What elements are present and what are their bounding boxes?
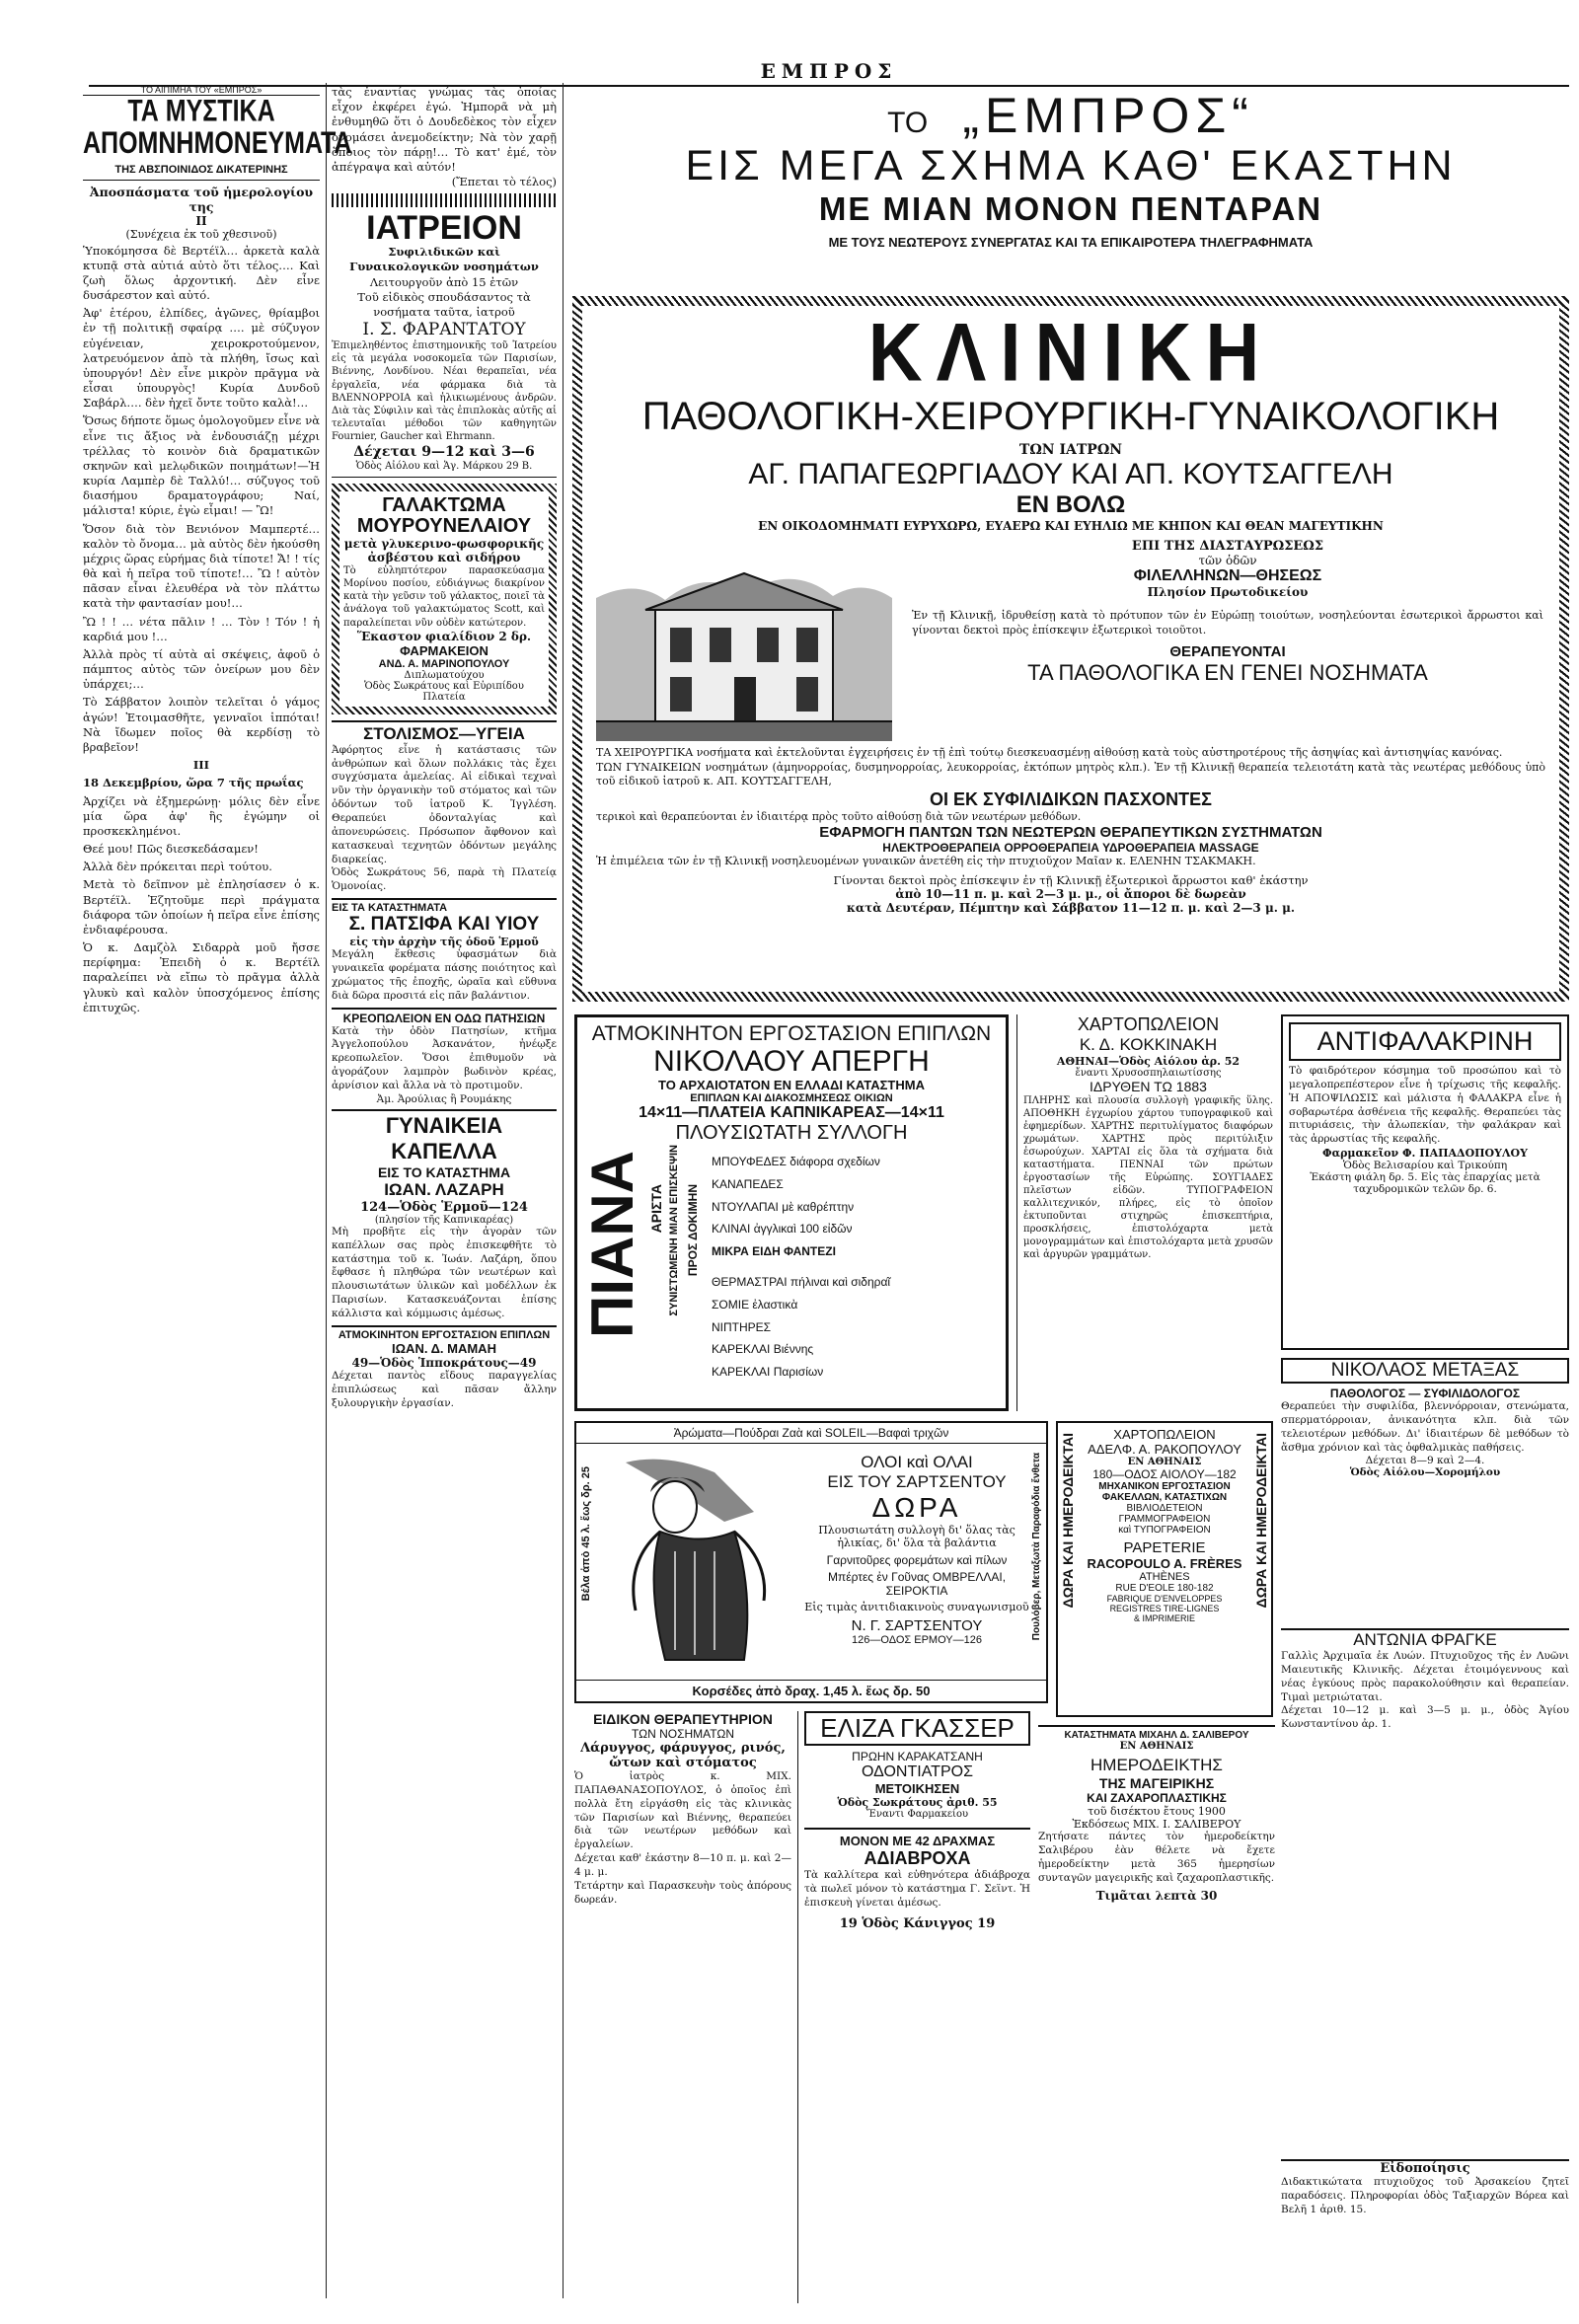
kliniki-location [912,539,1543,686]
kliniki-head: ΟΙ ΕΚ ΣΥΦΙΛΙΔΙΚΩΝ ΠΑΣΧΟΝΤΕΣ [930,788,1212,809]
ad-title: ΧΑΡΤΟΠΩΛΕΙΟΝ [1113,1427,1216,1442]
corset-illustration [606,1453,793,1670]
kliniki-ton: ΤΩΝ ΙΑΤΡΩΝ [1018,442,1123,458]
ad-address: Ὁδὸς Σωκράτους καὶ Εὐριπίδου Πλατεία [364,680,524,703]
ad-collection: ΠΛΟΥΣΙΩΤΑΤΗ ΣΥΛΛΟΓΗ [675,1122,908,1145]
ad-owner-sub: Διπλωματούχου [404,669,485,681]
ad-line: ΓΡΑΜΜΟΓΡΑΦΕΙΟΝ [1118,1514,1211,1525]
empros-banner [572,87,1569,306]
ad-metaxas [1281,1358,1569,1624]
ad-name: ΑΔΕΛΦ. Α. ΡΑΚΟΠΟΥΛΟΥ [1088,1442,1241,1457]
ad-item: Εἰς τιμὰς ἀνιτιδιακινοὺς συναγωνισμοῦ [804,1601,1029,1613]
ad-title: ΕΛΙΖΑ ΓΚΑΣΣΕΡ [804,1711,1030,1746]
feuilleton-kicker: ΤΟ ΑΙΠΙΜΗΑ ΤΟΥ «ΕΜΠΡΟΣ» [83,85,320,96]
ad-subtitle: ΕΠΙΠΛΩΝ ΚΑΙ ΔΙΑΚΟΣΜΗΣΕΩΣ ΟΙΚΙΩΝ [690,1092,893,1105]
kliniki-head: ΗΛΕΚΤΡΟΘΕΡΑΠΕΙΑ ΟΡΡΟΘΕΡΑΠΕΙΑ ΥΔΡΟΘΕΡΑΠΕΙΑ MASSAGE [882,841,1259,856]
ad-ergostasion-mamai [332,1325,557,1411]
ad-apergi [574,1014,1009,1411]
woman-in-corset-icon [606,1453,793,1670]
list-item: ΝΙΠΤΗΡΕΣ [712,1319,772,1334]
ad-subtitle: μετὰ γλυκερινο-φωσφορικῆς ἀσβέστου καὶ σιδήρου [343,536,545,564]
ad-note: Ἔναντι Φαρμακείου [865,1809,969,1820]
paragraph: Ὅσως δήποτε ὅμως ὁμολογοῦμεν εἶνε νὰ εἶνε τις ἄξιος νὰ ἐνδουσιάζῃ μέχρι τρέλλας τὸ κοινὸν διὰ δραματικῶν σκηνῶν καὶ μελῳδικῶν ποιημάτων!—Ἡ κυρία Λαμπὲρ δὲ Ταλλύ!… σύζυγος τοῦ διασήμου δραματογράφου; Ναί, μάλιστα! κύριε, ἐγὼ εἶμαι! — Ὢ! [83,413,320,518]
ad-name: ΙΩΑΝ. Δ. ΜΑΜΑΗ [392,1340,496,1356]
ad-name: ΙΩΑΝ. ΛΑΖΑΡΗ [384,1179,504,1199]
ad-line: ΜΗΧΑΝΙΚΟΝ ΕΡΓΟΣΤΑΣΙΟΝ [1098,1481,1231,1492]
kliniki-hours: ἀπὸ 10—11 π. μ. καὶ 2—3 μ. μ., οἱ ἄποροι δὲ δωρεὰν [895,886,1246,901]
ad-note: ἔναντι Χρυσοσπηλαιωτίσσης [1075,1068,1222,1079]
ad-heading: ΤΗΣ ΜΑΓΕΙΡΙΚΗΣ [1098,1775,1215,1791]
ad-title: ΕΙΔΙΚΟΝ ΘΕΡΑΠΕΥΤΗΡΙΟΝ [593,1711,773,1727]
ad-seller: Φαρμακεῖον Φ. ΠΑΠΑΔΟΠΟΥΛΟΥ [1322,1147,1528,1161]
ad-city: ΕΝ ΑΘΗΝΑΙΣ [1127,1457,1202,1467]
ad-body: Μεγάλη ἔκθεσις ὑφασμάτων διὰ γυναικεῖα φορέματα πάσης ποιότητος καὶ χρώματος τῆς ἐποχῆς, ὡραῖα καὶ εὔθυνα διὰ δῶρα προσιτά εἰς πᾶν βαλάντιον. [332,948,557,1002]
piana-label4: ΠΡΟΣ ΔΟΚΙΜΗΝ [686,1184,700,1277]
ad-subtitle: ΤΟ ΑΡΧΑΙΟΤΑΤΟΝ ΕΝ ΕΛΛΑΔΙ ΚΑΤΑΣΤΗΜΑ [658,1078,925,1093]
ad-founded: ΙΔΡΥΘΕΝ ΤΩ 1883 [1090,1079,1207,1094]
paragraph: Ἀρχίζει νὰ ἐξημερώνῃ· μόλις δὲν εἶνε μία ὥρα ἀφ' ἣς ἐγώμην οἱ προσκεκλημένοι. [83,793,320,838]
ad-title: ΚΑΤΑΣΤΗΜΑΤΑ ΜΙΧΑΗΛ Δ. ΣΑΛΙΒΕΡΟΥ [1064,1730,1249,1741]
ad-rakopoulou [1056,1421,1273,1717]
ad-name: ΝΙΚΟΛΑΟΥ ΑΠΕΡΓΗ [653,1045,930,1079]
ad-stolismos [332,720,557,894]
ad-kicker: ΕΙΣ ΤΟ ΚΑΤΑΣΤΗΜΑ [377,1163,511,1180]
ad-subtitle: ΠΡΩΗΝ ΚΑΡΑΚΑΤΣΑΝΗ [852,1750,983,1763]
list-item: ΜΙΚΡΑ ΕΙΔΗ ΦΑΝΤΕΖΙ [712,1244,836,1259]
ad-eidopoiisis [1281,2159,1569,2299]
piana-label3: ΣΥΝΙΣΤΩΜΕΝΗ ΜΙΑΝ ΕΠΙΣΚΕΨΙΝ [668,1145,680,1316]
ad-fr: FABRIQUE D'ENVELOPPES [1106,1594,1223,1604]
paragraph: Θεέ μου! Πῶς διεσκεδάσαμεν! [83,842,259,857]
ad-owner: Ἀμ. Ἀρούλιας ἢ Ρουμάκης [376,1092,512,1105]
ad-fr: RUE D'EOLE 180-182 [1115,1583,1214,1594]
ad-body: Ζητήσατε πάντες τὸν ἡμεροδείκτην Σαλιβέρου ἐὰν θέλετε νὰ ἔχετε ἡμεροδείκτην μετὰ 365 ἡμερησίων συνταγῶν μαγειρικῆς καὶ ζαχαροπλαστικῆς. [1038,1831,1275,1884]
list-item: ΝΤΟΥΛΑΠΑΙ μὲ καθρέπτην [712,1199,855,1214]
kliniki-doctors: ΑΓ. ΠΑΠΑΓΕΩΡΓΙΑΔΟΥ ΚΑΙ ΑΠ. ΚΟΥΤΣΑΓΓΕΛΗ [748,458,1393,490]
paragraph: Τὸ Σάββατον λοιπὸν τελεῖται ὁ γάμος ἀγών! Ἑτοιμασθῆτε, γενναῖοι ἰππόται! Νὰ ἴδωμεν ποῖος θὰ κερδίσῃ τὸ βραβεῖον! [83,695,320,754]
ad-price: ΑΔΙΑΒΡΟΧΑ [864,1848,971,1868]
feuilleton-title: ΤΑ ΜΥΣΤΙΚΑ ΑΠΟΜΝΗΜΟΝΕΥΜΑΤΑ [83,94,352,161]
ad-year: τοῦ δισέκτου ἔτους 1900 [1088,1805,1226,1818]
ad-price: Ἑκάστη φιάλη δρ. 5. Εἰς τὰς ἐπαρχίας μετὰ ταχυδρομικῶν τελῶν δρ. 6. [1310,1171,1541,1196]
kliniki-body: ΤΩΝ ΓΥΝΑΙΚΕΙΩΝ νοσημάτων (ἀμηνορροίας, δυσμηνορροίας, λευκορροίας, ἐκτόπων μητρὸς κλπ.). Ἐν τῇ Κλινικῇ θεραπεία τελειοτάτη κατὰ τὰς νεωτέρας μεθόδους ὑπὸ τοῦ εἰδικοῦ ἰατροῦ κ. ΑΠ. ΚΟΥΤΣΑΓΓΕΛΗ, [596,760,1545,788]
ad-fr: ATHÈNES [1139,1571,1190,1583]
piana-label: ΠΙΑΝΑ [579,1151,645,1339]
ad-body: Μὴ προβῆτε εἰς τὴν ἀγορὰν τῶν καπέλλων σας πρὸς ἐπισκεφθῆτε τὸ κατάστημα τοῦ κ. Ἰωάν. Λαζάρη, ὅπου ἔφθασε ἡ πληθώρα τῶν νεωτέρων καὶ πλουσιωτάτων ὑλικῶν καὶ μοδέλλων ἐκ Παρισίων. Κατασκευάζονται ἐπίσης κάλλιστα καὶ κόμμωσις ἀμέσως. [332,1225,557,1320]
ad-title: Εἰδοποίησις [1380,2161,1470,2176]
ad-pharmacy: ΦΑΡΜΑΚΕΙΟΝ [400,642,489,658]
ad-title: ΓΥΝΑΙΚΕΙΑ ΚΑΠΕΛΛΑ [385,1112,503,1163]
ad-gkasser [797,1711,1030,2303]
ad-kapella [332,1109,557,1321]
side-text: Πουλόβερ, Μεταξωτὰ Παραφόδια ἔνθετα [1031,1453,1042,1641]
ad-footer: 19 Ὁδὸς Κάνιγγος 19 [839,1915,996,1931]
ad-fr: PAPETERIE [1123,1539,1206,1556]
list-item: ΚΛΙΝΑΙ ἀγγλικαὶ 100 εἰδῶν [712,1222,853,1237]
kliniki-mid [596,539,1545,746]
corset-text [803,1453,1030,1646]
ad-name: ΑΝΤΩΝΙΑ ΦΡΑΓΚΕ [1353,1630,1497,1649]
ad-price: ΜΟΝΟΝ ΜΕ 42 ΔΡΑΧΜΑΣ [804,1828,1030,1848]
kliniki-city: ΕΝ ΒΟΛΩ [1015,491,1126,518]
ad-fragke [1281,1628,1569,1768]
dateline: 18 Δεκεμβρίου, ὥρα 7 τῆς πρωΐας [83,776,304,790]
banner-line2: ΜΕ ΜΙΑΝ ΜΟΝΟΝ ΠΕΝΤΑΡΑΝ [818,190,1323,228]
location-line: ΦΙΛΕΛΛΗΝΩΝ—ΘΗΣΕΩΣ [1133,567,1322,584]
kliniki-head: ΕΦΑΡΜΟΓΗ ΠΑΝΤΩΝ ΤΩΝ ΝΕΩΤΕΡΩΝ ΘΕΡΑΠΕΥΤΙΚΩΝ ΣΥΣΤΗΜΑΤΩΝ [819,824,1322,842]
ad-address: 126—ΟΔΟΣ ΕΡΜΟΥ—126 [852,1634,982,1646]
piana-label2: ΑΡΙΣΤΑ [648,1184,664,1234]
list-item: ΣΟΜΙΕ ἐλαστικὰ [712,1297,798,1312]
list-item: ΚΑΝΑΠΕΔΕΣ [712,1176,784,1191]
ad-fr: RACOPOULO A. FRÈRES [1087,1556,1242,1571]
kliniki-building: ΕΝ ΟΙΚΟΔΟΜΗΜΑΤΙ ΕΥΡΥΧΩΡΩ, ΕΥΑΕΡΩ ΚΑΙ ΕΥΗΛΙΩ ΜΕ ΚΗΠΟΝ ΚΑΙ ΘΕΑΝ ΜΑΓΕΥΤΙΚΗΝ [758,519,1384,533]
ad-name: Κ. Δ. ΚΟΚΚΙΝΑΚΗ [1079,1035,1218,1054]
list-item: ΚΑΡΕΚΛΑΙ Παρισίων [712,1365,824,1380]
kliniki-intro: Ἐν τῇ Κλινικῇ, ἱδρυθείσῃ κατὰ τὸ πρότυπον τῶν ἐν Εὐρώπῃ τοιούτων, νοσηλεύονται ἐσωτερικοὶ ἄρρωστοι καὶ γίνονται δεκτοὶ πρὸς ἐπίσκεψιν ἐξωτερικοὶ τοιοῦτοι. [912,609,1543,637]
list-item: ΘΕΡΜΑΣΤΡΑΙ πήλιναι καὶ σιδηραῖ [712,1275,891,1290]
ad-body: Διδακτικώτατα πτυχιοῦχος τοῦ Ἀρσακείου ζητεῖ παραδόσεις. Πληροφορίαι ὁδὸς Ταξιαρχῶν Βόρεα καὶ Βελῆ 1 ἀριθ. 15. [1281,2176,1569,2215]
ad-body: Κατὰ τὴν ὁδὸν Πατησίων, κτῆμα Ἀγγελοπούλου Ἀσκανάτον, ἠνέῳξε κρεοπωλεῖον. Ὅσοι ἐπιθυμοῦν νὰ ἀγοράζουν λαμπρὸν βωδινὸν κρέας, ἀρνίσιον καὶ ἄλλα νὰ τὸ προτιμοῦν. [332,1024,557,1092]
ads-column-2 [332,85,557,2305]
kliniki-subtitle: ΠΑΘΟΛΟΓΙΚΗ-ΧΕΙΡΟΥΡΓΙΚΗ-ΓΥΝΑΙΚΟΛΟΓΙΚΗ [641,395,1500,438]
ad-kliniki [572,296,1569,1002]
ad-subtitle: Συφιλιδικῶν καὶ Γυναικολογικῶν νοσημάτων [349,245,539,274]
ad-subtitle: ΤΩΝ ΝΟΣΗΜΑΤΩΝ [631,1727,735,1741]
ad-title: ΙΑΤΡΕΙΟΝ [366,209,522,248]
ad-body: Ἐπιμεληθέντος ἐπιστημονικῆς τοῦ Ἰατρείου εἰς τὰ μεγάλα νοσοκομεῖα τῶν Παρισίων, Βιέννης, Λονδίνου. Νέαι θεραπεῖαι, νέα ἐργαλεῖα, νέα φάρμακα διὰ τὰ ΒΛΕΝΝΟΡΡΟΙΑ καὶ ἡλικιωμένους ἀνδρῶν. Διὰ τὰς Σύφιλιν καὶ τὰς ἐπιπλοκὰς αὐτῆς αἱ τελευταῖαι μέθοδοι τῶν καθηγητῶν Fournier, Gaucher καὶ Ehrmann. [332,340,557,443]
paragraph: Ἀλλὰ πρὸς τί αὐτὰ αἱ σκέψεις, ἀφοῦ ὁ πάμπτος αὐτὸς τῶν ὀνείρων μου δὲν ὑπάρχει;… [83,646,320,692]
list-item: ΚΑΡΕΚΛΑΙ Βιέννης [712,1342,814,1357]
ad-title: ΑΤΜΟΚΙΝΗΤΟΝ ΕΡΓΟΣΤΑΣΙΟΝ ΕΠΙΠΛΩΝ [591,1022,992,1045]
ad-kokkinaki [1016,1014,1273,1411]
kliniki-hours: Γίνονται δεκτοὶ πρὸς ἐπίσκεψιν ἐν τῇ Κλινικῇ ἐξωτερικοὶ ἄρρωστοι καθ' ἑκάστην [833,872,1309,887]
feuilleton-part: ΙΙ [195,213,207,228]
feuilleton-part: ΙΙΙ [192,758,210,773]
ad-title: ΣΤΟΛΙΣΜΟΣ—ΥΓΕΙΑ [363,723,525,743]
ad-heading: ΚΑΙ ΖΑΧΑΡΟΠΛΑΣΤΙΚΗΣ [1087,1791,1227,1805]
ad-kreopoleion [332,1008,557,1105]
ad-list: Λάρυγγος, φάρυγγος, ρινός, ὤτων καὶ στόματος [580,1741,786,1770]
location-line: τῶν ὁδῶν [1198,554,1257,567]
feuilleton-continuation: (Συνέχεια ἐκ τοῦ χθεσινοῦ) [125,227,277,241]
ad-line: καὶ ΤΥΠΟΓΡΑΦΕΙΟΝ [1118,1525,1211,1536]
kliniki-title: ΚΛΙΝΙΚΗ [867,306,1274,400]
ad-title: ΑΝΤΙΦΑΛΑΚΡΙΝΗ [1289,1022,1561,1061]
masthead: ΕΜΠΡΟΣ [89,59,1569,87]
kliniki-head: ΤΑ ΠΑΘΟΛΟΓΙΚΑ ΕΝ ΓΕΝΕΙ ΝΟΣΗΜΑΤΑ [1027,660,1428,686]
ad-sartsentou [574,1421,1048,1703]
paragraph: Ὅσον διὰ τὸν Βενιόνον Μαμπερτέ… καλὸν τὸ ὄνομα… μὰ αὐτὸς δὲν ἠκούσθη μέχρις ὥρας εὐρήμας διὰ τίποτε! Ἄ! ! τίς θὰ καὶ ἡ πεῖρα τοῦ τίποτε!… Ὢ ! αὐτὸν πᾶσαν εἶναι ἐλευθέρα νὰ τὸν πλάττω κατὰ τὴν φαντασίαν μου!… [83,521,320,611]
ad-hours: Δέχεται καθ' ἑκάστην 8—10 π. μ. καὶ 2—4 μ. μ. [574,1852,791,1879]
ad-note: (πλησίον τῆς Καπνικαρέας) [374,1214,514,1226]
ad-hours: Δέχεται 10—12 μ. καὶ 3—5 μ. μ., ὁδὸς Ἀγίου Κωνσταντίνου ἀρ. 1. [1281,1704,1569,1731]
ad-title: ΠΑΘΟΛΟΓΟΣ — ΣΥΦΙΛΙΔΟΛΟΓΟΣ [1329,1387,1521,1400]
ad-address: Ὁδὸς Βελισαρίου καὶ Τρικούπη [1342,1160,1508,1172]
list-item: ΜΠΟΥΦΕΔΕΣ διάφορα σχεδίων [712,1155,880,1169]
kliniki-hours: κατὰ Δευτέραν, Πέμπτην καὶ Σάββατον 11—12 π. μ. καὶ 2—3 μ. μ. [846,900,1296,915]
ad-name: ΝΙΚΟΛΑΟΣ ΜΕΤΑΞΑΣ [1281,1358,1569,1384]
paragraph: Ὁ κ. Δαμζὸλ Σιδαρρὰ μοῦ ἤσσε περίφημα: Ἐπειδὴ ὁ κ. Βερτέϊλ παραλείπει νὰ εἴπω τὸ πρᾶγμα ἀλλὰ γλυκὺ καὶ καλὸν ὑποσχόμενος ἐπίσης ἐπιτυχῶς. [83,940,320,1014]
ad-address: ΑΘΗΝΑΙ—Ὁδὸς Αἰόλου ἀρ. 52 [1056,1055,1241,1068]
clinic-building-icon [596,539,892,741]
ad-bottom: Κορσέδες ἀπὸ δραχ. 1,45 λ. ἕως δρ. 50 [576,1680,1046,1701]
paragraph: τὰς ἐναντίας γνώμας τὰς ὁποίας εἶχον ἐκφέρει ἐγώ. Ἠμπορᾶ νὰ μὴ ἐνθυμηθῶ ὅτι ὁ Δουδεδὲκος τὸν εἶχεν ὀνομάσει ἀνεμοδείκτην; Νὰ τὸν χαρῇ ὅποιος τὸν πάρῃ!… Τὸ κατ' ἐμέ, τὸν ἀπέγραψα καὶ αὐτόν! [332,85,557,174]
ad-item: Μπέρτες ἐν Γοῦνας ΟΜΒΡΕΛΛΑΙ, ΣΕΙΡΟΚΤΙΑ [827,1570,1007,1598]
ad-hours: Δέχεται 9—12 καὶ 3—6 [353,443,535,460]
banner-title-row [572,87,1569,144]
ad-body: Γαλλὶς Ἀρχιμαῖα ἐκ Λυών. Πτυχιοῦχος τῆς ἐν Λυῶνι Μαιευτικῆς Κλινικῆς. Δέχεται ἐτοιμόγεννους καὶ νέας ἐγκύους πρὸς παρακολούθησιν καὶ θεραπείαν. Τιμαὶ μετριώταται. [1281,1650,1569,1703]
ad-iatreion [332,211,557,478]
ad-line: ΦΑΚΕΛΛΩΝ, ΚΑΤΑΣΤΙΧΩΝ [1101,1492,1228,1503]
ad-antifalakrini [1281,1014,1569,1350]
ad-address: Ὁδὸς Αἰόλου καὶ Ἁγ. Μάρκου 29 Β. [355,460,533,472]
ad-role: ΟΔΟΝΤΙΑΤΡΟΣ [862,1763,973,1780]
ad-subtitle: εἰς τὴν ἀρχὴν τῆς ὁδοῦ Ἑρμοῦ [349,936,539,949]
side-text: Βέλα ἀπὸ 45 λ. ἕως δρ. 25 [580,1466,592,1602]
paragraph: Μετὰ τὸ δεῖπνον μὲ ἐπλησίασεν ὁ κ. Βερτέϊλ. Ἐζητοῦμε περὶ πράγματα διάφορα τῶν ὁποίων ἡ πεῖρα εἶνε ἐπίσης ἐνδιαφέρουσα. [83,877,320,937]
ad-body: Τὰ καλλίτερα καὶ εὐθηνότερα ἀδιάβροχα τὰ πωλεῖ μόνον τὸ κατάστημα Γ. Σεϊντ. Ἡ ἐπισκευὴ γίνεται ἀμέσως. [804,1869,1030,1909]
ad-fr: REGISTRES TIRE-LIGNES [1109,1604,1220,1613]
paragraph: Ὢ ! ! … νέτα πᾶλιν ! … Τὸν ! Τόν ! ἡ καρδιά μου !… [83,614,320,643]
banner-line1: ΕΙΣ ΜΕΓΑ ΣΧΗΜΑ ΚΑΘ' ΕΚΑΣΤΗΝ [685,142,1457,189]
ornament-band [332,193,557,207]
ad-threpeftirion [574,1711,791,2303]
ad-publisher: Ἐκδόσεως ΜΙΧ. Ι. ΣΑΛΙΒΕΡΟΥ [1072,1818,1241,1831]
ad-title: Σ. ΠΑΤΣΙΦΑ ΚΑΙ ΥΙΟΥ [348,914,540,936]
ad-title: ΚΡΕΟΠΩΛΕΙΟΝ ΕΝ ΟΔΩ ΠΑΤΗΣΙΩΝ [342,1011,546,1025]
ad-address: Ὁδὸς Σωκράτους 56, παρὰ τὴ Πλατείᾳ Ὁμονοίας. [332,866,557,893]
banner-name: „ΕΜΠΡΟΣ“ [962,88,1254,143]
side-text: ΔΩΡΑ ΚΑΙ ΗΜΕΡΟΔΕΙΚΤΑΙ [1060,1433,1076,1609]
banner-the: ΤΟ [887,107,929,139]
ad-title: ΓΑΛΑΚΤΩΜΑ [382,493,506,516]
ad-price: Τιμᾶται λεπτὰ 30 [1095,1889,1218,1904]
ad-address: 124—Ὁδὸς Ἑρμοῦ—124 [360,1199,528,1215]
ad-title: ΧΑΡΤΟΠΩΛΕΙΟΝ [1077,1014,1220,1034]
ad-title: ΔΩΡΑ [871,1492,962,1523]
ad-fr: & IMPRIMERIE [1133,1613,1195,1623]
ad-kicker: ΕΙΣ ΤΑ ΚΑΤΑΣΤΗΜΑΤΑ [332,902,448,915]
ad-body: Ἀφόρητος εἶνε ἡ κατάστασις τῶν ἀνθρώπων καὶ ὅλων πολλάκις τὰς ἔχει συγχύσματα ἀμελείας. Αἱ εἰδικαὶ τεχναὶ νῦν τὴν ὀργανικὴν τοῦ στόματος καὶ τῶν ὀδόντων τοῦ ἰατροῦ Κ. Ἰγγλέση. Θεραπεύει ὀδονταλγίας καὶ ἀπονευρώσεις. Πρόσωπον ἄφθονον καὶ κατασκευαὶ τεχνητῶν ὀδόντων μεγάλης διαρκείας. [332,743,557,865]
side-text: ΔΩΡΑ ΚΑΙ ΗΜΕΡΟΔΕΙΚΤΑΙ [1253,1433,1269,1609]
location-line: Πλησίον Πρωτοδικείου [1147,585,1309,599]
ad-body: Τὸ φαιδρότερον κόσμημα τοῦ προσώπου καὶ τὸ μεγαλοπρεπέστερον εἶνε ἡ τρίχωσις τῆς κεφαλῆς. Ἡ ΑΠΟΨΙΛΩΣΙΣ καὶ μάλιστα ἡ ΦΑΛΑΚΡΑ εἶνε ἡ σοβαρωτέρα ἀσθένεια τῆς κεφαλῆς. Θεραπεύει τὰς πιτυριάσεις, τὴν ἀλωπεκίαν, τὴν φαλάκραν καὶ τὰς ἀρρωστίας τῆς κεφαλῆς. [1289,1065,1561,1146]
ad-note: Τετάρτην καὶ Παρασκευὴν τοὺς ἀπόρους δωρεάν. [574,1879,791,1906]
ad-body: Τὸ εὐληπτότερον παρασκεύασμα Μορίνου ποσίου, εὐδιάγνως διακρίνον κατὰ τὴν γεῦσιν τοῦ γάλακτος, ποιεῖ τὰ ἀνάλογα τοῦ γαλακτώματος Scott, καὶ παραλείπεται νῦν οὐδὲν κατώτερον. [343,564,545,629]
ad-address: 14×11—ΠΛΑΤΕΙΑ ΚΑΠΝΙΚΑΡΕΑΣ—14×11 [639,1104,944,1122]
ad-hours: Δέχεται 8—9 καὶ 2—4. [1365,1455,1485,1467]
ad-patsifa [332,898,557,1003]
paragraph: Ἀφ' ἑτέρου, ἐλπίδες, ἀγῶνες, θρίαμβοι ἐν τῇ πολιτικῇ σφαίρᾳ …. μὲ σύζυγον εὐγένειαν, χειροκροτούμενον, λατρευόμενον ἀπὸ τὰ πλήθη, ἴσως καὶ ὑπουργόν! Δὲν εἶνε μικρὸν πρᾶγμα νὰ εἶσαι ὑπουργὸς! Κυρία Δυνδοῦ Σαβάρλ…. δὲν ἠχεῖ ὄντε τοῦτο καλὰ!… [83,306,320,411]
ad-body: ΠΛΗΡΗΣ καὶ πλουσία συλλογὴ γραφικῆς ὕλης. ΑΠΟΘΗΚΗ ἐγχωρίου χάρτου τυπογραφικοῦ καὶ ἐφημερίδων. ΧΑΡΤΗΣ περιτυλίγματος διαφόρων χρωμάτων. ΧΑΡΤΗΣ πρὸς περιτύλιξιν ἐσωρούχων. ΧΑΡΤΑΙ εἰς ὅλα τὰ σχήματα διὰ καταστήματα. ΠΕΝΝΑΙ τῶν πρώτων ἐργοστασίων τῆς Εὐρώπης. ΣΟΥΓΙΑΔΕΣ πλεῖστων εἰδῶν. ΤΥΠΟΓΡΑΦΕΙΟΝ καλλιτεχνικόν, πλήρες, εἰς τὸ ὁποῖον ἐκτυποῦνται στιχηρῶς ἐπισκεπτήρια, προσκλήσεις, ἐπιστολόχαρτα μετὰ μονογραμμάτων καὶ ἐπιστολόχαρτα μετὰ χρυσῶν καὶ ἀργυρῶν γραμμάτων. [1023,1095,1273,1260]
apergi-list-area [579,1145,1000,1382]
ad-line: ΕΙΣ ΤΟΥ ΣΑΡΤΣΕΝΤΟΥ [827,1472,1007,1491]
ad-owner: ΑΝΔ. Α. ΜΑΡΙΝΟΠΟΥΛΟΥ [378,657,510,670]
ad-city: ΕΝ ΑΘΗΝΑΙΣ [1119,1741,1194,1752]
banner-line3: ΜΕ ΤΟΥΣ ΝΕΩΤΕΡΟΥΣ ΣΥΝΕΡΓΑΤΑΣ ΚΑΙ ΤΑ ΕΠΙΚΑΙΡΟΤΕΡΑ ΤΗΛΕΓΡΑΦΗΜΑΤΑ [828,235,1314,251]
feuilleton-section: Ἀποσπάσματα τοῦ ἡμερολογίου της [89,184,314,214]
ad-name: Ν. Γ. ΣΑΡΤΣΕΝΤΟΥ [851,1617,983,1634]
ad-line: ΒΙΒΛΙΟΔΕΤΕΙΟΝ [1126,1503,1203,1514]
ad-heading: ΗΜΕΡΟΔΕΙΚΤΗΣ [1090,1756,1223,1774]
ad-doctor: Ι. Σ. ΦΑΡΑΝΤΑΤΟΥ [362,320,526,340]
apergi-items [712,1151,998,1384]
ad-price: Ἕκαστον φιαλίδιον 2 δρ. [356,629,532,643]
ad-body: Θεραπεύει τὴν συφιλίδα, βλεννόρροιαν, στενώματα, σπερματόρροιαν, ἀνικανότητα κλπ. διὰ τῶν τελειοτέρων μεθόδων. Δι' ἰδιαιτέρων δὲ μεθόδων τὸ ἄσθμα χρόνιον καὶ τὰς ὀφθαλμικὰς παθήσεις. [1281,1400,1569,1454]
feuilleton-column [83,85,352,2305]
kliniki-therapeuontai: ΘΕΡΑΠΕΥΟΝΤΑΙ [1169,643,1286,661]
ad-body: Ὁ ἰατρὸς κ. ΜΙΧ. ΠΑΠΑΘΑΝΑΣΟΠΟΥΛΟΣ, ὁ ὁποῖος ἐπὶ πολλὰ ἔτη εἰργάσθη εἰς τὰς κλινικὰς τῶν Παρισίων καὶ Βιέννης, θεραπεύει διὰ τῶν νεωτέρων μεθόδων καὶ ἐργαλείων. [574,1770,791,1851]
divider [83,180,320,181]
ad-line: Τοῦ εἰδικὸς σπουδάσαντος τὰ νοσήματα ταῦτα, ἰατροῦ [357,289,531,319]
ad-body: Πλουσιωτάτη συλλογὴ δι' ὅλας τὰς ἡλικίας, δι' ὅλα τὰ βαλάντια [818,1524,1015,1549]
kliniki-body: Ἡ ἐπιμέλεια τῶν ἐν τῇ Κλινικῇ νοσηλευομένων γυναικῶν ἀνετέθη εἰς τὴν πτυχιοῦχον Μαῖαν κ. ΕΛΕΝΗΝ ΤΣΑΚΜΑΚΗ. [596,855,1256,868]
ad-address: Ὁδὸς Σωκράτους ἀριθ. 55 [837,1796,998,1809]
ad-address: Ὁδὸς Αἰόλου—Χορομήλου [1349,1466,1501,1479]
ad-address: 49—Ὁδὸς Ἱπποκράτους—49 [351,1355,537,1370]
ad-moved: ΜΕΤΟΙΚΗΣΕΝ [874,1781,960,1796]
clinic-building-illustration [596,539,892,741]
location-line: ΕΠΙ ΤΗΣ ΔΙΑΣΤΑΥΡΩΣΕΩΣ [1131,539,1324,554]
column-rule [326,83,327,2298]
ad-item: Γαρνιτοῦρες φορεμάτων καὶ πίλων [826,1553,1008,1567]
ad-galaktoma [332,484,557,714]
ad-top: Ἀρώματα—Πούδραι Ζαὰ καὶ SOLEIL—Βαφαὶ τριχῶν [576,1423,1046,1444]
to-be-continued: (Ἔπεται τὸ τέλος) [451,175,557,189]
kliniki-body: ΤΑ ΧΕΙΡΟΥΡΓΙΚΑ νοσήματα καὶ ἐκτελοῦνται ἐγχειρήσεις ἐν τῇ ἐπὶ τούτῳ διεσκευασμένῃ αἰθούσῃ κατὰ τοὺς αὐστηροτέρους τῆς ἀσηψίας καὶ ἀντισηψίας κανόνας. [596,746,1503,759]
ad-saliverou [1038,1725,1275,2299]
ad-address: 180—ΟΔΟΣ ΑΙΟΛΟΥ—182 [1092,1467,1237,1481]
feuilleton-subtitle: ΤΗΣ ΑΒΣΠΟΙΝΙΔΟΣ ΔΙΚΑΤΕΡΙΝΗΣ [114,163,288,176]
ad-line: Λειτουργοῦν ἀπὸ 15 ἐτῶν [369,274,519,289]
paragraph: Ἀλλὰ δὲν πρόκειται περὶ τούτου. [83,860,272,874]
ad-title: ΜΟΥΡΟΥΝΕΛΑΙΟΥ [356,514,532,537]
column-rule [563,83,564,2298]
ad-body: Δέχεται παντὸς εἴδους παραγγελίας ἐπιπλώσεως καὶ πᾶσαν ἄλλην ξυλουργικὴν ἐργασίαν. [332,1369,557,1409]
paragraph: Ὑποκόμησσα δὲ Βερτέϊλ… ἀρκετὰ καλὰ κτυπᾷ στὰ αὐτιά αὐτὸ ὅτι τέλος…. Καὶ ζωὴ ὅλως ἀρχοντική. Δὲν εἶνε δυσάρεστον καὶ αὐτό. [83,243,320,303]
kliniki-body: τερικοὶ καὶ θεραπεύονται ἐν ἰδιαιτέρᾳ πρὸς τοῦτο αἰθούσῃ διὰ τῶν νεωτέρων μεθόδων. [596,809,1082,823]
ad-line: ΟΛΟΙ καὶ ΟΛΑΙ [861,1453,973,1471]
ad-title: ΑΤΜΟΚΙΝΗΤΟΝ ΕΡΓΟΣΤΑΣΙΟΝ ΕΠΙΠΛΩΝ [338,1328,551,1341]
